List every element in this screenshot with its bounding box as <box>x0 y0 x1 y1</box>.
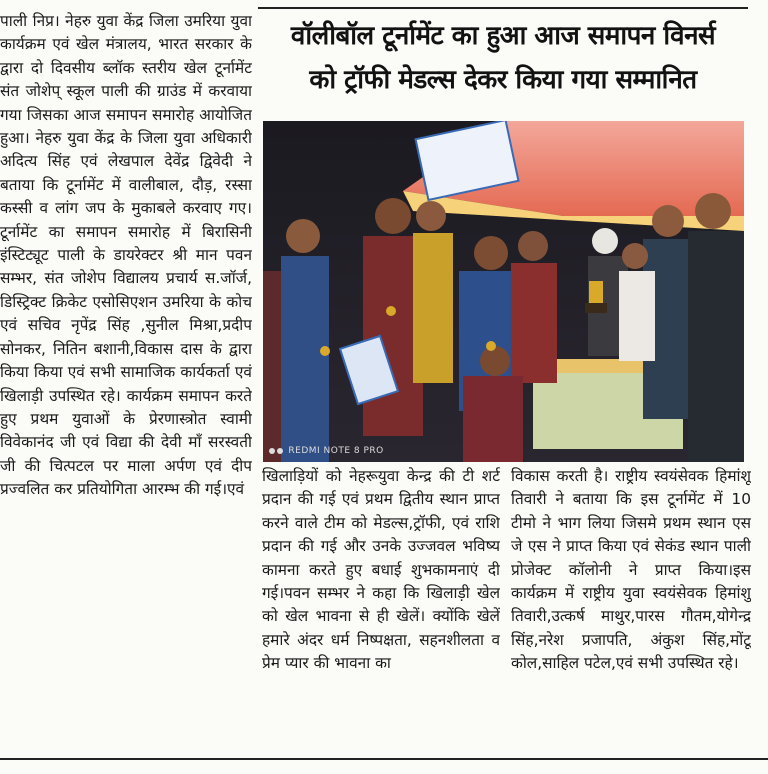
medal-icon <box>486 341 496 351</box>
photo-illustration <box>263 121 744 462</box>
top-rule <box>258 7 748 9</box>
medal-icon <box>320 346 330 356</box>
headline-line-1: वॉलीबॉल टूर्नामेंट का हुआ आज समापन विनर्स <box>290 21 716 51</box>
headline <box>258 14 748 114</box>
article-column-right: विकास करती है। राष्ट्रीय स्वयंसेवक हिमांशू तिवारी ने बताया कि इस टूर्नामेंट में 10 टीमो ने भाग लिया जिसमे प्रथम स्थान एस जे एस ने प्राप्त किया एवं सेकंड स्थान पाली प्रोजेक्ट कॉलोनी ने प्राप्त किया।इस कार्यक्रम में राष्ट्रीय युवा स्वयंसेवक हिमांशु तिवारी,उत्कर्ष माथुर,पारस गौतम,योगेन्द्र सिंह,नरेश प्रजापति, अंकुश सिंह,मोंटू कोल,साहिल पटेल,एवं सभी उपस्थित रहे। <box>511 467 751 673</box>
headline-line-2: को ट्रॉफी मेडल्स देकर किया गया सम्मानित <box>309 65 697 95</box>
medal-icon <box>386 306 396 316</box>
bottom-rule <box>0 758 768 760</box>
news-photo <box>263 121 744 462</box>
article-column-left: पाली निप्र। नेहरु युवा केंद्र जिला उमरिया युवा कार्यक्रम एवं खेल मंत्रालय, भारत सरकार के द्वारा दो दिवसीय ब्लॉक स्तरीय खेल टूर्नामेंट संत जोशेप् स्कूल पाली की ग्राउंड में करवाया गया जिसका आज समापन समारोह आयोजित हुआ। नेहरु युवा केंद्र के जिला युवा अधिकारी अदित्य सिंह एवं लेखपाल देवेंद्र द्विवेदी ने बताया कि टूर्नामेंट में वालीबाल, दौड़, रस्सा कस्सी व लांग जप के मुकाबले करवाए गए। टूर्नामेंट का समापन समारोह में बिरासिनी इंस्टिट्यूट पाली के डायरेक्टर श्री मान पवन सम्भर, संत जोशेप विद्यालय प्रचार्य स.जॉर्ज, डिस्ट्रिक्ट क्रिकेट एसोसिएशन उमरिया के कोच एवं सचिव नृपेंद्र सिंह ,सुनील मिश्रा,प्रदीप सोनकर, नितिन बशानी,विकास दास के द्वारा किया किया एवं सभी सामाजिक कार्यकर्ता एवं खिलाड़ी उपस्थित रहे। कार्यक्रम समापन करते हुए प्रथम युवाओं के प्रेरणास्त्रोत स्वामी विवेकानंद जी एवं विद्या की देवी माँ सरस्वती जी की चित्पटल पर माला अर्पण एवं दीप प्रज्वलित कर प्रतियोगिता आरम्भ की गई।एवं <box>0 12 252 499</box>
camera-watermark: REDMI NOTE 8 PRO <box>269 446 384 456</box>
article-column-middle: खिलाड़ियों को नेहरूयुवा केन्द्र की टी शर्ट प्रदान की गई एवं प्रथम द्वितीय स्थान प्राप्त करने वाले टीम को मेडल्स,ट्रॉफी, एवं राशि प्रदान की गई और उनके उज्जवल भविष्य कामना करते हुए बधाई शुभकामनाएं दी गई।पवन सम्भर ने कहा कि खिलाड़ी खेल को खेल भावना से ही खेलें। क्योंकि खेलें हमारे अंदर धर्म निष्पक्षता, सहनशीलता व प्रेम प्यार की भावना का <box>262 467 500 673</box>
